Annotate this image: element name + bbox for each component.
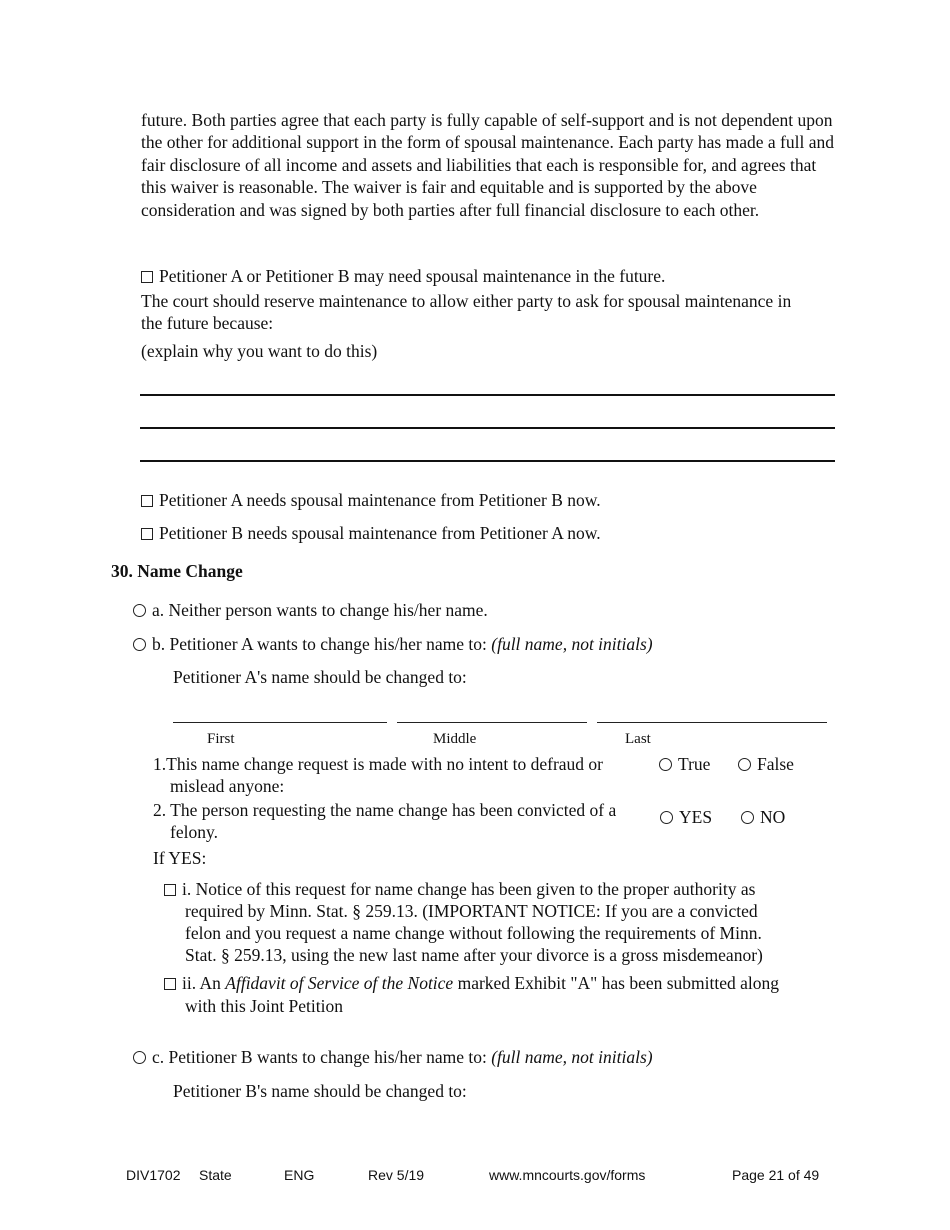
true-radio[interactable] <box>659 758 672 771</box>
affidavit-prefix: ii. An <box>182 973 226 993</box>
a-changed-to-label: Petitioner A's name should be changed to: <box>173 667 467 687</box>
no-radio[interactable] <box>741 811 754 824</box>
waiver-paragraph: future. Both parties agree that each party is fully capable of self-support and is not dependent upon the other for additional support in the form of spousal maintenance. Each party has made a full and fair disclosure of all income and assets and liabilities that each is responsible for, and agrees that this waiver is reasonable. The waiver is fair and equitable and is supported by the above consideration and was signed by both parties after full financial disclosure to each other. <box>141 110 834 220</box>
reserve-line-2: the future because: <box>141 313 274 333</box>
question-1-cont: mislead anyone: <box>170 776 285 796</box>
option-c-note: (full name, not initials) <box>491 1047 653 1067</box>
explain-line-3[interactable] <box>140 460 835 462</box>
explain-hint: (explain why you want to do this) <box>141 341 378 361</box>
false-label: False <box>757 754 794 774</box>
yes-radio[interactable] <box>660 811 673 824</box>
option-b-note: (full name, not initials) <box>491 634 653 654</box>
b-changed-to-label: Petitioner B's name should be changed to: <box>173 1081 467 1101</box>
affidavit-checkbox[interactable] <box>164 978 176 990</box>
notice-line-1: i. Notice of this request for name change has been given to the proper authority as <box>182 879 756 899</box>
footer-form-id: DIV1702 <box>126 1167 181 1183</box>
first-label: First <box>207 731 235 747</box>
question-2-cont: felony. <box>170 822 218 842</box>
a-first-name-field[interactable] <box>173 722 387 723</box>
affidavit-line-2: with this Joint Petition <box>185 996 344 1016</box>
section-title: 30. Name Change <box>111 561 243 581</box>
explain-line-2[interactable] <box>140 427 835 429</box>
b-needs-checkbox[interactable] <box>141 528 153 540</box>
b-needs-label: Petitioner B needs spousal maintenance from Petitioner A now. <box>159 523 601 543</box>
notice-line-3: felon and you request a name change without following the requirements of Minn. <box>185 923 762 943</box>
affidavit-title: Affidavit of Service of the Notice <box>225 973 454 993</box>
middle-label: Middle <box>433 731 477 747</box>
a-needs-option[interactable] <box>141 489 601 511</box>
footer-jurisdiction: State <box>199 1167 232 1183</box>
option-a[interactable] <box>133 600 488 621</box>
yes-label: YES <box>679 807 713 827</box>
option-b-radio[interactable] <box>133 638 146 651</box>
option-c-radio[interactable] <box>133 1051 146 1064</box>
notice-line-2: required by Minn. Stat. § 259.13. (IMPORTANT NOTICE: If you are a convicted <box>185 901 758 921</box>
reserve-maintenance-checkbox[interactable] <box>141 271 153 283</box>
a-middle-name-field[interactable] <box>397 722 587 723</box>
reserve-maintenance-label: Petitioner A or Petitioner B may need spousal maintenance in the future. <box>159 266 666 286</box>
reserve-maintenance-option[interactable] <box>141 265 665 287</box>
notice-line-4: Stat. § 259.13, using the new last name after your divorce is a gross misdemeanor) <box>185 945 763 965</box>
no-option[interactable] <box>741 807 785 828</box>
no-label: NO <box>760 807 786 827</box>
option-c[interactable] <box>133 1047 653 1068</box>
option-a-label: a. Neither person wants to change his/her name. <box>152 600 488 620</box>
yes-option[interactable] <box>660 807 712 828</box>
footer-revision: Rev 5/19 <box>368 1167 425 1183</box>
a-needs-label: Petitioner A needs spousal maintenance from Petitioner B now. <box>159 490 601 510</box>
footer-language: ENG <box>284 1167 315 1183</box>
explain-line-1[interactable] <box>140 394 835 396</box>
false-option[interactable] <box>738 754 794 775</box>
false-radio[interactable] <box>738 758 751 771</box>
if-yes-label: If YES: <box>153 848 207 868</box>
option-a-radio[interactable] <box>133 604 146 617</box>
last-label: Last <box>625 731 651 747</box>
footer-page-number: Page 21 of 49 <box>732 1167 820 1183</box>
reserve-line-1: The court should reserve maintenance to allow either party to ask for spousal maintenance in <box>141 291 792 311</box>
true-option[interactable] <box>659 754 710 775</box>
footer-url[interactable]: www.mncourts.gov/forms <box>489 1167 646 1183</box>
affidavit-option[interactable] <box>164 973 779 994</box>
notice-checkbox[interactable] <box>164 884 176 896</box>
option-b[interactable] <box>133 634 653 655</box>
a-needs-checkbox[interactable] <box>141 495 153 507</box>
option-b-label: b. Petitioner A wants to change his/her name to: <box>152 634 492 654</box>
true-label: True <box>678 754 711 774</box>
affidavit-suffix: marked Exhibit "A" has been submitted along <box>453 973 780 993</box>
notice-option[interactable] <box>164 878 755 900</box>
question-1: 1.This name change request is made with no intent to defraud or <box>153 754 604 774</box>
question-2: 2. The person requesting the name change has been convicted of a <box>153 800 617 820</box>
a-last-name-field[interactable] <box>597 722 827 723</box>
b-needs-option[interactable] <box>141 522 601 544</box>
option-c-label: c. Petitioner B wants to change his/her name to: <box>152 1047 492 1067</box>
